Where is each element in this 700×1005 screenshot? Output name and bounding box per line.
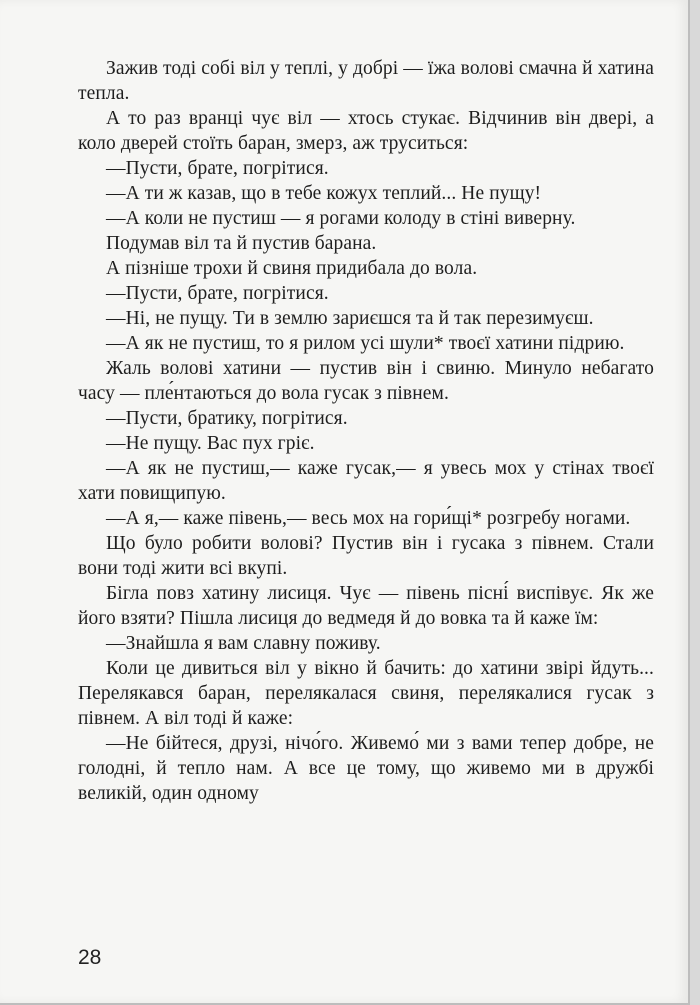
dialogue-line: —Знайшла я вам славну поживу.	[106, 633, 381, 654]
dialogue-line: —Пусти, брате, погрітися.	[106, 283, 329, 304]
dialogue-line: —А ти ж казав, що в тебе кожух теплий... Не пущу!	[106, 183, 542, 204]
paragraph: Що було робити волові? Пустив він і гусака з півнем. Стали вони тоді жити всі вкупі.	[78, 533, 654, 579]
dialogue-line: —А як не пустиш, то я рилом усі шули* твоєї хатини підрию.	[106, 333, 625, 354]
paragraph: А то раз вранці чує віл — хтось стукає. Відчинив він двері, а коло дверей стоїть баран, змерз, аж труситься:	[78, 108, 654, 154]
dialogue-line: —Не пущу. Вас пух гріє.	[106, 433, 315, 454]
paragraph: А пізніше трохи й свиня придибала до вола.	[106, 258, 478, 279]
dialogue-line: —А як не пустиш,— каже гусак,— я увесь мох у стінах твоєї хати повищипую.	[78, 458, 654, 504]
paragraph: Коли це дивиться віл у вікно й бачить: до хатини звірі йдуть... Перелякався баран, перелякалася свиня, перелякалися гусак з півнем. А віл тоді й каже:	[78, 658, 654, 729]
dialogue-line: —А я,— каже півень,— весь мох на гори́щі* розгребу ногами.	[106, 508, 631, 529]
paragraph: Зажив тоді собі віл у теплі, у добрі — їжа волові смачна й хатина тепла.	[78, 58, 654, 104]
paragraph: Жаль волові хатини — пустив він і свиню. Минуло небагато часу — пле́нтаються до вола гусак з півнем.	[78, 358, 654, 404]
dialogue-line: —Ні, не пущу. Ти в землю зариєшся та й так перезимуєш.	[106, 308, 594, 329]
paragraph: Подумав віл та й пустив барана.	[106, 233, 377, 254]
story-text	[78, 56, 654, 806]
page-number: 28	[78, 946, 102, 969]
dialogue-line: —Не бійтеся, друзі, нічо́го. Живемо́ ми з вами тепер добре, не голодні, й тепло нам. А все це тому, що живемо ми в дружбі великій, один одному	[78, 733, 654, 804]
paragraph: Бігла повз хатину лисиця. Чує — півень пісні́ виспівує. Як же його взяти? Пішла лисиця до ведмедя й до вовка та й каже їм:	[78, 583, 654, 629]
dialogue-line: —Пусти, брате, погрітися.	[106, 158, 329, 179]
dialogue-line: —Пусти, братику, погрітися.	[106, 408, 348, 429]
dialogue-line: —А коли не пустиш — я рогами колоду в стіні виверну.	[106, 208, 576, 229]
